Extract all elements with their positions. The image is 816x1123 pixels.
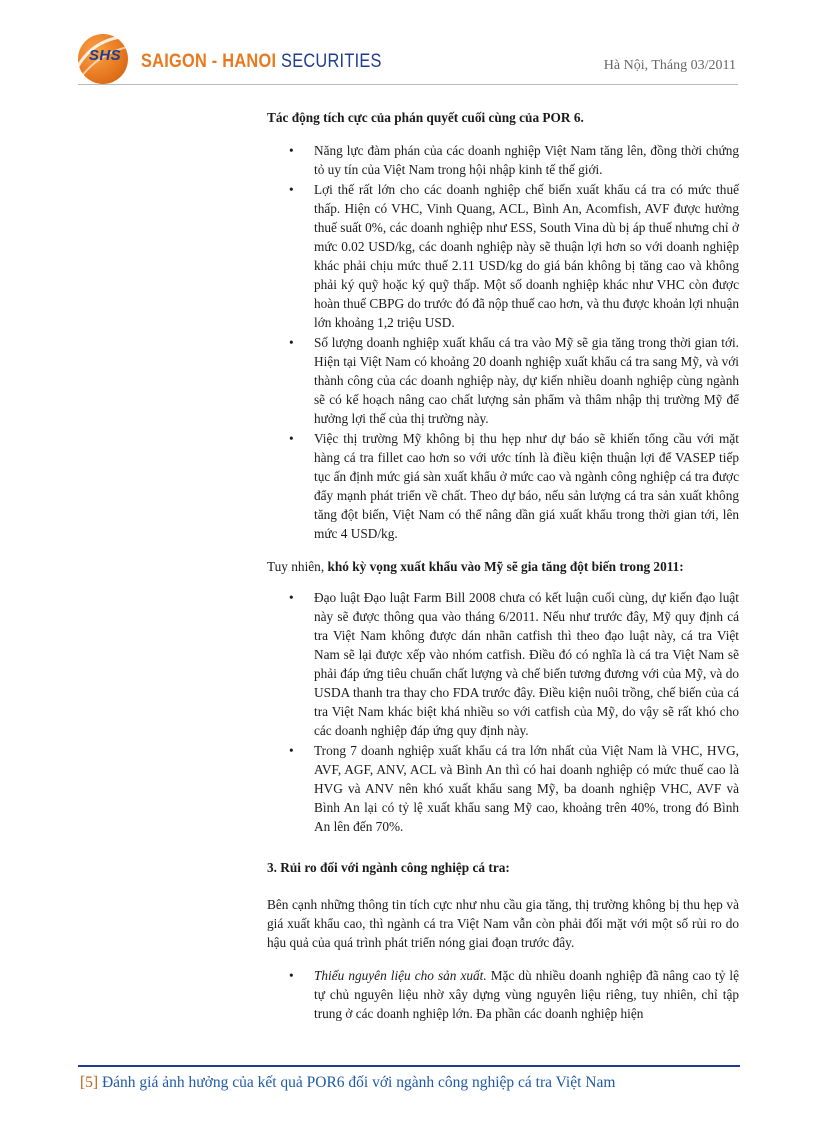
list-item: • Đạo luật Đạo luật Farm Bill 2008 chưa có kết luận cuối cùng, dự kiến đạo luật này sẽ được thông qua vào tháng 6/2011. Nếu như trước đây, Mỹ quy định cá tra Việt Nam không được dán nhãn catfish thì theo đạo luật này, cá tra Việt Nam sẽ lại được xếp vào nhóm catfish. Điều đó có nghĩa là cá tra Việt Nam sẽ phải đáp ứng tiêu chuẩn chất lượng và chế biến tương đương với của Mỹ, và do USDA thanh tra thay cho FDA trước đây. Điều kiện nuôi trồng, chế biến của cá tra Việt Nam khác biệt khá nhiều so với catfish của Mỹ, do vậy sẽ rất khó cho các doanh nghiệp đáp ứng quy định này. bbox=[289, 590, 739, 738]
bullet-icon: • bbox=[289, 590, 294, 605]
brand-part1: SAIGON - HANOI bbox=[141, 51, 277, 72]
list-item: • Năng lực đàm phán của các doanh nghiệp Việt Nam tăng lên, đồng thời chứng tỏ uy tín của Việt Nam trong hội nhập kinh tế thế giới. bbox=[289, 143, 739, 177]
brand-name bbox=[141, 51, 382, 73]
footer-divider bbox=[78, 1065, 740, 1067]
page-footer bbox=[80, 1074, 615, 1092]
list-item: • Việc thị trường Mỹ không bị thu hẹp như dự báo sẽ khiến tổng cầu với mặt hàng cá tra fillet cao hơn so với ước tính là điều kiện thuận lợi để VASEP tiếp tục ấn định mức giá sàn xuất khẩu ở mức cao và ngành công nghiệp cá tra được đẩy mạnh phát triển về chất. Theo dự báo, nếu sản lượng cá tra sản xuất không tăng đột biến, Việt Nam có thể nâng dần giá xuất khẩu trong thời gian tới, lên mức 4 USD/kg. bbox=[289, 431, 739, 541]
bullet-icon: • bbox=[289, 335, 294, 350]
footer-title: Đánh giá ảnh hưởng của kết quả POR6 đối với ngành công nghiệp cá tra Việt Nam bbox=[98, 1074, 616, 1091]
bullet-icon: • bbox=[289, 743, 294, 758]
section2-bullets bbox=[267, 588, 739, 836]
brand-part2: SECURITIES bbox=[281, 51, 382, 72]
page-number: [5] bbox=[80, 1074, 99, 1091]
document-body bbox=[267, 108, 739, 1037]
bullet-icon: • bbox=[289, 143, 294, 158]
list-item: • Trong 7 doanh nghiệp xuất khẩu cá tra lớn nhất của Việt Nam là VHC, HVG, AVF, AGF, ANV, ACL và Bình An thì có hai doanh nghiệp có mức thuế cao là HVG và ANV nên khó xuất khẩu sang Mỹ, ba doanh nghiệp VHC, AVF và Bình An lại có tỷ lệ xuất khẩu sang Mỹ cao, khoảng trên 40%, trong đó Bình An lên đến 70%. bbox=[289, 743, 739, 834]
page-header bbox=[0, 0, 816, 100]
bullet-italic-lead: Thiếu nguyên liệu cho sản xuất. bbox=[314, 968, 487, 983]
list-item: • Thiếu nguyên liệu cho sản xuất. Mặc dù nhiều doanh nghiệp đã nâng cao tỷ lệ tự chủ nguyên liệu nhờ xây dựng vùng nguyên liệu riêng, tuy nhiên, chỉ tập trung ở các doanh nghiệp lớn. Đa phần các doanh nghiệp hiện bbox=[289, 968, 739, 1021]
header-divider bbox=[78, 84, 738, 85]
section1-heading: Tác động tích cực của phán quyết cuối cùng của POR 6. bbox=[267, 110, 584, 125]
section3-bullets bbox=[267, 966, 739, 1023]
section2-intro-bold: khó kỳ vọng xuất khẩu vào Mỹ sẽ gia tăng đột biến trong 2011: bbox=[327, 559, 684, 574]
header-date: Hà Nội, Tháng 03/2011 bbox=[603, 58, 736, 73]
section3-paragraph: Bên cạnh những thông tin tích cực như nhu cầu gia tăng, thị trường không bị thu hẹp và giá xuất khẩu cao, thì ngành cá tra Việt Nam vẫn còn phải đối mặt với một số rủi ro do hậu quả của quá trình phát triển nóng giai đoạn trước đây. bbox=[267, 897, 739, 950]
section3-title: 3. Rủi ro đối với ngành công nghiệp cá tra: bbox=[267, 860, 510, 875]
bullet-icon: • bbox=[289, 182, 294, 197]
logo-mark: SHS bbox=[88, 47, 122, 64]
bullet-icon: • bbox=[289, 431, 294, 446]
section1-bullets bbox=[267, 141, 739, 543]
bullet-icon: • bbox=[289, 968, 294, 983]
section2-intro: Tuy nhiên, khó kỳ vọng xuất khẩu vào Mỹ sẽ gia tăng đột biến trong 2011: bbox=[267, 559, 684, 574]
list-item: • Số lượng doanh nghiệp xuất khẩu cá tra vào Mỹ sẽ gia tăng trong thời gian tới. Hiện tại Việt Nam có khoảng 20 doanh nghiệp xuất khẩu cá tra sang Mỹ, và với thành công của các doanh nghiệp này, dự kiến nhiều doanh nghiệp cùng ngành sẽ có kế hoạch nâng cao chất lượng sản phẩm và thâm nhập thị trường Mỹ để hưởng lợi thế của thị trường này. bbox=[289, 335, 739, 426]
list-item: • Lợi thế rất lớn cho các doanh nghiệp chế biến xuất khẩu cá tra có mức thuế thấp. Hiện có VHC, Vinh Quang, ACL, Bình An, Acomfish, AVF được hưởng thuế suất 0%, các doanh nghiệp như ESS, South Vina dù bị áp thuế nhưng chỉ ở mức 0.02 USD/kg, các doanh nghiệp này sẽ thuận lợi hơn so với doanh nghiệp khác phải chịu mức thuế 2.11 USD/kg do giá bán không bị tăng cao và không phải ký quỹ hoặc ký quỹ thấp. Một số doanh nghiệp khác như VHC còn được hoàn thuế CBPG do trước đó đã nộp thuế cao hơn, và thu được khoản lợi nhuận lớn khoảng 1,2 triệu USD. bbox=[289, 182, 739, 330]
